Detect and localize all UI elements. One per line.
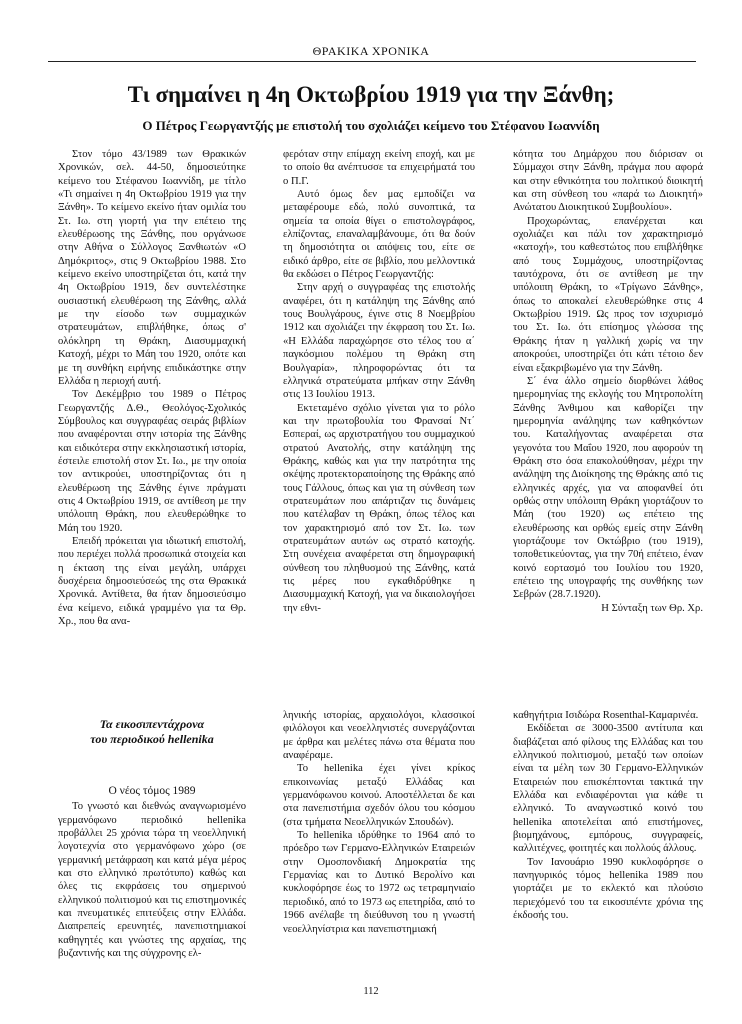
- paragraph: Προχωρώντας, επανέρχεται και σχολιάζει και πάλι τον χαρακτηρισμό «κατοχή», του καθεστώτος που επιβλήθηκε από τους Συμμάχους, υποστηρίζοντας ταυτόχρονα, ότι σε αντίθεση με την υπόλοιπη Θράκη, το «Τρίγωνο Ξάνθης», όπως το αποκαλεί ελευθερώθηκε στις 4 Οκτωβρίου 1919. Ως προς τον ισχυρισμό του Στ. Ιω. ότι επίσημος γλώσσα της Θράκης ήταν η γαλλική χωρίς να την αποκρούει, υποστηρίζει ότι κάτι τέτοιο δεν είναι εξακριβωμένο για την Ξάνθη.: [513, 215, 703, 374]
- header-rule: [48, 61, 696, 62]
- paragraph: Επειδή πρόκειται για ιδιωτική επιστολή, που περιέχει πολλά προσωπικά στοιχεία και η έκταση της είναι μεγάλη, υπάρχει δυσχέρεια δημοσιεύσεώς της στα Θρακικά Χρονικά. Αντίθετα, θα ήταν δημοσιεύσιμο ένα κείμενο, ειδικά γραμμένο για τα Θρ. Χρ., που θα ανα-: [58, 535, 246, 628]
- article-title: Τι σημαίνει η 4η Οκτωβρίου 1919 για την Ξάνθη;: [127, 82, 615, 107]
- paragraph: Στην αρχή ο συγγραφέας της επιστολής αναφέρει, ότι η κατάληψη της Ξάνθης από τους Βουλγάρους, έγινε στις 8 Νοεμβρίου 1912 και σχολιάζει την έκφραση του Στ. Ιω. «Η Ελλάδα παραχώρησε στο τέλος του α΄ παγκόσμιου πολέμου τη Θράκη στη Βουλγαρία», πληροφορώντας ότι τα ελληνικά στρατεύματα μπήκαν στην Ξάνθη στις 13 Ιουλίου 1913.: [283, 282, 475, 401]
- paragraph: To hellenika ιδρύθηκε το 1964 από το πρόεδρο των Γερμανο-Ελληνικών Εταιρειών στην Ομοσπονδιακή Δημοκρατία της Γερμανίας και το Δυτικό Βερολίνο και κυκλοφόρησε έως το 1972 ως τετραμηνιαίο περιοδικό, από το 1973 ως επετηρίδα, από το 1966 ανέλαβε τη διεύθυνση του η γνωστή νεοελληνίστρια και πανεπιστημιακή: [283, 830, 475, 935]
- letter-column-2: [283, 148, 475, 615]
- paragraph: ληνικής ιστορίας, αρχαιολόγοι, κλασσικοί φιλόλογοι και νεοελληνιστές συνεργάζονται με άρθρα και μελέτες πάνω στα θέματα που αναφέραμε.: [283, 710, 475, 762]
- letter-column-3: [513, 148, 703, 615]
- hellenika-column-2: [283, 709, 475, 936]
- box-heading: [58, 717, 246, 747]
- paragraph: Στον τόμο 43/1989 των Θρακικών Χρονικών, σελ. 44-50, δημοσιεύτηκε κείμενο του Στέφανου Ιωαννίδη, με τίτλο «Τι σημαίνει η 4η Οκτωβρίου 1919 για την Ξάνθη». Το κείμενο εκείνο ήταν ομιλία του Στ. Ιω. στη γιορτή για την επέτειο της ελευθέρωσης της Ξάνθης, που οργάνωσε στην Αθήνα ο Σύλλογος Ξανθιωτών «Ο Δημόκριτος», στις 9 Οκτωβρίου 1988. Στο κείμενο εκείνο υποστηρίζεται ότι, κατά την 4η Οκτωβρίου 1919, δεν συντελέστηκε ουσιαστική ελευθέρωση της Ξάνθης, αλλά με την είσοδο των συμμαχικών στρατευμάτων, επιβλήθηκε, όπως σ' ολόκληρη τη Θράκη, Διασυμμαχική Κατοχή, μέχρι το Μάη του 1920, οπότε και με τη συνθήκη ειρήνης επιδικάστηκε στην Ελλάδα η περιοχή αυτή.: [58, 149, 246, 387]
- hellenika-column-1: [58, 709, 246, 960]
- paragraph: Εκδίδεται σε 3000-3500 αντίτυπα και διαβάζεται από φίλους της Ελλάδας και του ελληνικού πολιτισμού, μεταξύ των οποίων είναι τα μέλη των 30 Γερμανο-Ελληνικών Εταιρειών που επισκέπτονται τακτικά την Ελλάδα και ενδιαφέρονται για κάθε τι ελληνικό. Το αναγνωστικό κοινό του hellenika αποτελείται από επιστήμονες, βιομηχάνους, εμπόρους, συγγραφείς, καλλιτέχνες, φοιτητές και πολλούς άλλους.: [513, 723, 703, 855]
- paragraph: Αυτό όμως δεν μας εμποδίζει να μεταφέρουμε εδώ, πολύ συνοπτικά, τα σημεία τα οποία θίγει ο επιστολογράφος, ελπίζοντας, επαναλαμβάνουμε, ότι θα δούν τη δημοσιότητα οι απόψεις του, είτε σε ειδικό άρθρο, είτε σε βιβλίο, που μελλοντικά θα εκδώσει ο Πέτρος Γεωργαντζής:: [283, 189, 475, 281]
- box-heading-line-1: Τα εικοσιπεντάχρονα: [99, 717, 205, 731]
- paragraph: Σ΄ ένα άλλο σημείο διορθώνει λάθος ημερομηνίας της εκλογής του Μητροπολίτη Ξάνθης Άνθιμου και καθορίζει την ημερομηνία ανάληψης των καθηκόντων του. Καταλήγοντας αναφέρεται στα γεγονότα του Μαΐου 1920, που αφορούν τη Θράκη στο όσα επακολούθησαν, μέχρι την ανάληψη της Διοίκησης της Θράκης από τις ελληνικές αρχές, για να αποφανθεί ότι ορθώς στην υπόλοιπη Θράκη γιορτάζουν το Μάη (του 1920) ως επέτειο της ελευθέρωσης και ορθώς εμείς στην Ξάνθη γιορτάζουμε τον Οκτώβριο (του 1919), τοποθετικεύοντας, για την 70ή επέτειο, έναν κοινό εορτασμό του Ιουλίου του 1920, επέτειο της υπογραφής της συνθήκης των Σεβρών (28.7.1920).: [513, 375, 703, 601]
- page-number: 112: [363, 986, 379, 997]
- letter-column-1: [58, 148, 246, 628]
- article-subtitle: Ο Πέτρος Γεωργαντζής με επιστολή του σχολιάζει κείμενο του Στέφανου Ιωαννίδη: [142, 118, 600, 133]
- paragraph: Εκτεταμένο σχόλιο γίνεται για το ρόλο και την πρωτοβουλία του Φρανσαί Ντ΄ Εσπεραί, ως αρχιστρατήγου του συμμαχικού στρατού Ανατολής, στην κατάληψη της Θράκης, καθώς και για την πατρότητα της σκέψης προτεκτοραποίησης της Θράκης από τους Γάλλους, όπως και για τη σύνθεση των στρατευμάτων που απάρτιζαν τις δυνάμεις που κατέλαβαν τη Θράκη, όπως τέλος και τον χαρακτηρισμό από τον Στ. Ιω. των στρατευμάτων αυτών ως στρατό κατοχής. Στη συνέχεια αναφέρεται στη δημογραφική σύνθεση του πληθυσμού της Ξάνθης, κατά τις μέρες που εγκαθιδρύθηκε η Διασυμμαχική Κατοχή, για να δικαιολογήσει την εθνι-: [283, 402, 475, 614]
- running-header: ΘΡΑΚΙΚΑ ΧΡΟΝΙΚΑ: [312, 44, 430, 58]
- box-heading-line-2: του περιοδικού hellenika: [90, 732, 214, 746]
- paragraph: Το γνωστό και διεθνώς αναγνωρισμένο γερμανόφωνο περιοδικό hellenika προβάλλει 25 χρόνια τώρα τη νεοελληνική λογοτεχνία στο γερμανόφωνο χώρο (σε γερμανική μετάφραση και κατά μέγα μέρος και στο ελληνικό πρωτότυπο) καθώς και όλες τις εκφράσεις του σημερινού ελληνικού πολιτισμού και τις επιστημονικές και πνευματικές επιτεύξεις στην Ελλάδα. Διαπρεπείς ερευνητές, πανεπιστημιακοί καθηγητές και γνώστες της αρχαίας, της βυζαντινής και της σύγχρονης ελ-: [58, 801, 246, 960]
- paragraph: Τον Δεκέμβριο του 1989 ο Πέτρος Γεωργαντζής Δ.Θ., Θεολόγος-Σχολικός Σύμβουλος και συγγραφέας σειράς βιβλίων που αναφέρονται στην ιστορία της Ξάνθης και ειδικότερα στην εκκλησιαστική ιστορία, έστειλε επιστολή στον Στ. Ιω., με την οποία τον αντικρούει, υποστηρίζοντας ότι η ελευθέρωση της Ξάνθης έγινε πράγματι στις 4 Οκτωβρίου 1919, σε αντίθεση με την υπόλοιπη Θράκη, που ελευθερώθηκε το Μάη του 1920.: [58, 389, 246, 534]
- hellenika-column-3: [513, 709, 703, 923]
- signature: Η Σύνταξη των Θρ. Χρ.: [601, 602, 703, 614]
- paragraph: Το hellenika έχει γίνει κρίκος επικοινωνίας μεταξύ Ελλάδας και γερμανόφωνου κοινού. Αποστέλλεται δε και στα πανεπιστήμια σχεδόν όλου του κόσμου (στα τμήματα Νεοελληνικών Σπουδών).: [283, 763, 475, 828]
- paragraph: καθηγήτρια Ισιδώρα Rosenthal-Καμαρινέα.: [513, 710, 699, 721]
- paragraph: Τον Ιανουάριο 1990 κυκλοφόρησε ο πανηγυρικός τόμος hellenika 1989 που γιορτάζει με το εκλεκτό και πλούσιο περιεχόμενό του τα εικοσιπέντε χρόνια της έκδοσής του.: [513, 856, 703, 922]
- box-subheading: Ο νέος τόμος 1989: [108, 785, 196, 797]
- paragraph: φερόταν στην επίμαχη εκείνη εποχή, και με το οποίο θα ανέπτυσσε τα επιχειρήματά του ο Π.Γ.: [283, 149, 475, 187]
- paragraph: κότητα του Δημάρχου που διόρισαν οι Σύμμαχοι στην Ξάνθη, πράγμα που αφορά και στην εθνικότητα του πολιτικού διοικητή και στη σύνθεση του «παρά τω Διοικητή» Ανώτατου Διοικητικού Συμβουλίου».: [513, 149, 703, 214]
